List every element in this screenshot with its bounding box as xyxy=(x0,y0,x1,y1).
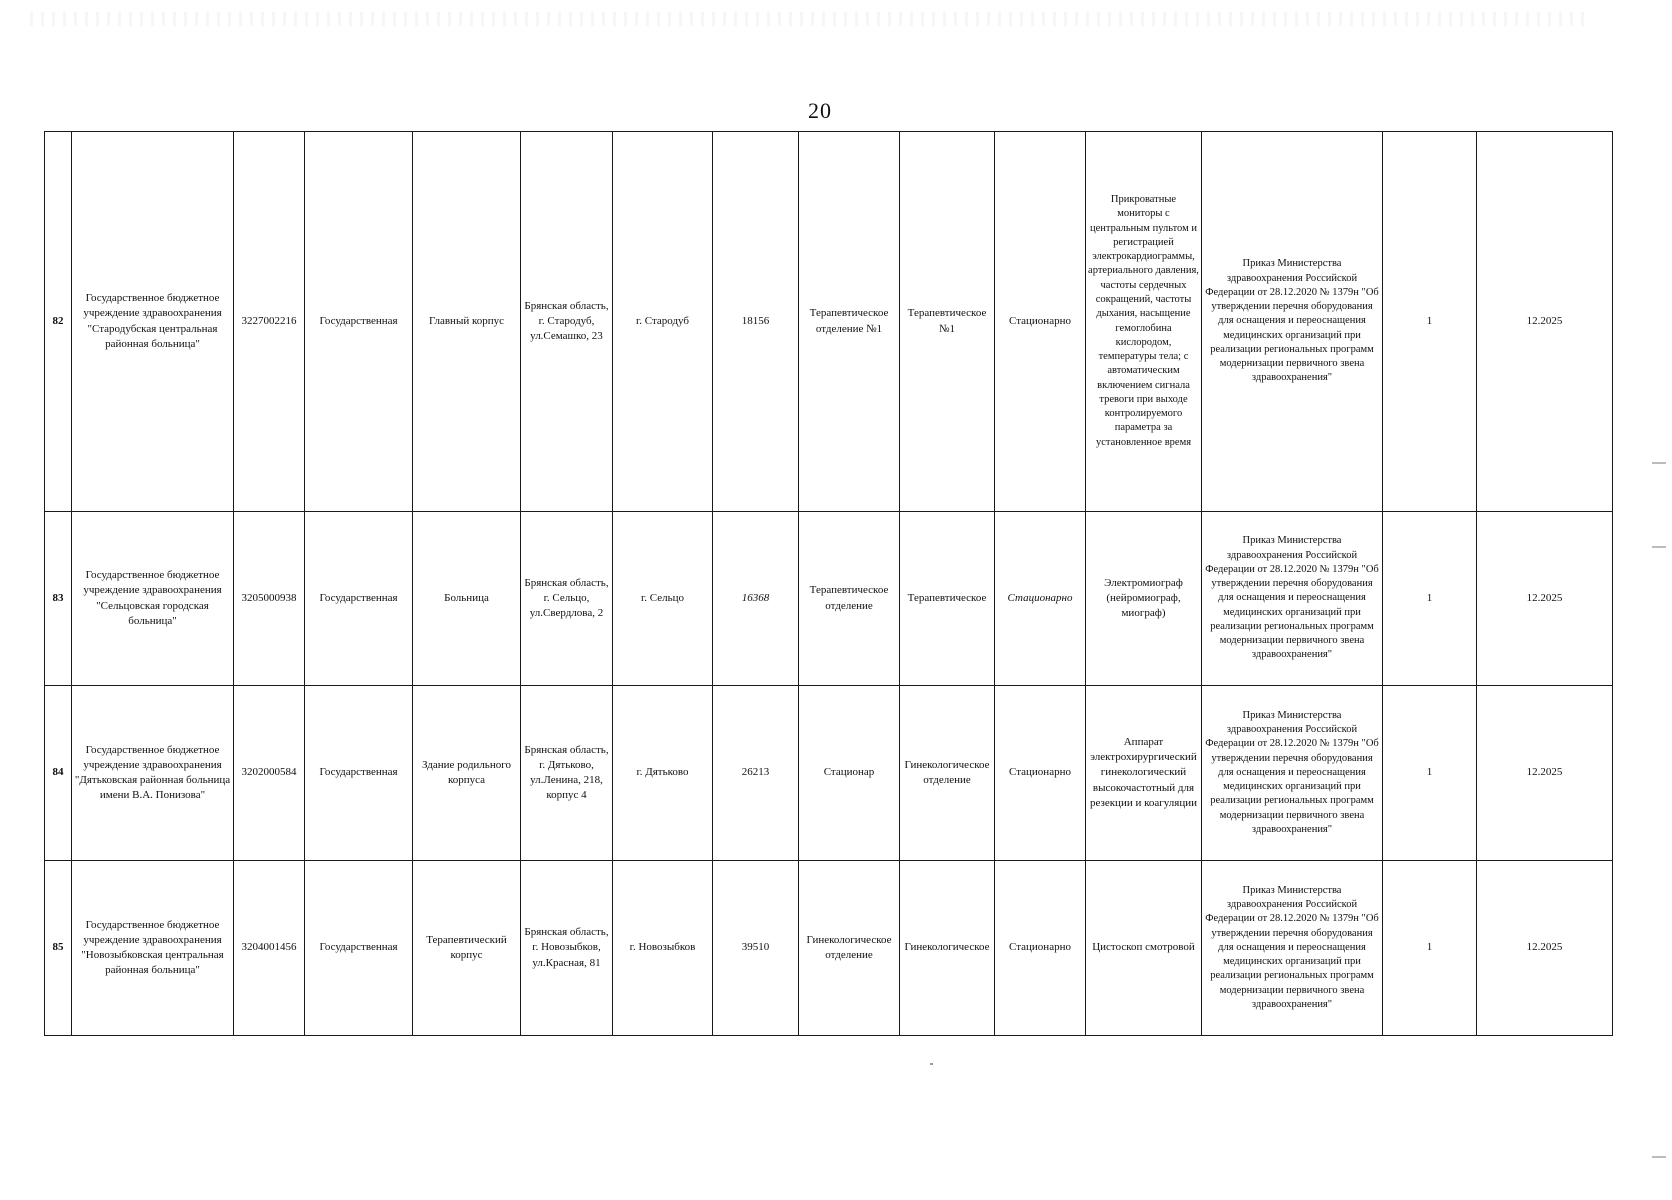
subdivision: Терапевтическое №1 xyxy=(900,132,995,512)
quantity: 1 xyxy=(1383,861,1477,1036)
institution-name: Государственное бюджетное учреждение здравоохранения "Сельцовская городская больница" xyxy=(72,512,234,686)
deadline: 12.2025 xyxy=(1477,132,1613,512)
address: Брянская область, г. Сельцо, ул.Свердлова, 2 xyxy=(521,512,613,686)
settlement: г. Новозыбков xyxy=(613,861,713,1036)
legal-basis: Приказ Министерства здравоохранения Российской Федерации от 28.12.2020 № 1379н "Об утверждении перечня оборудования для оснащения и переоснащения медицинских организаций при реализации региональных программ модернизации первичного звена здравоохранения" xyxy=(1202,686,1383,861)
care-form: Стационарно xyxy=(995,686,1086,861)
equipment-name: Аппарат электрохирургический гинекологический высокочастотный для резекции и коагуляции xyxy=(1086,686,1202,861)
settlement-number: 16368 xyxy=(713,512,799,686)
care-form: Стационарно xyxy=(995,861,1086,1036)
equipment-name: Электромиограф (нейромиограф, миограф) xyxy=(1086,512,1202,686)
page-number: 20 xyxy=(808,98,832,123)
subdivision: Гинекологическое xyxy=(900,861,995,1036)
row-number: 82 xyxy=(45,132,72,512)
deadline: 12.2025 xyxy=(1477,686,1613,861)
settlement-number: 18156 xyxy=(713,132,799,512)
department: Гинекологическое отделение xyxy=(799,861,900,1036)
address: Брянская область, г. Новозыбков, ул.Красная, 81 xyxy=(521,861,613,1036)
scan-margin-mark xyxy=(1652,546,1666,548)
subdivision: Терапевтическое xyxy=(900,512,995,686)
scan-margin-mark xyxy=(1652,462,1666,464)
deadline: 12.2025 xyxy=(1477,861,1613,1036)
table-row xyxy=(45,512,1613,686)
deadline: 12.2025 xyxy=(1477,512,1613,686)
institution-name: Государственное бюджетное учреждение здравоохранения "Стародубская центральная районная больница" xyxy=(72,132,234,512)
ownership-form: Государственная xyxy=(305,132,413,512)
building-name: Здание родильного корпуса xyxy=(413,686,521,861)
address: Брянская область, г. Дятьково, ул.Ленина, 218, корпус 4 xyxy=(521,686,613,861)
department: Стационар xyxy=(799,686,900,861)
legal-basis: Приказ Министерства здравоохранения Российской Федерации от 28.12.2020 № 1379н "Об утверждении перечня оборудования для оснащения и переоснащения медицинских организаций при реализации региональных программ модернизации первичного звена здравоохранения" xyxy=(1202,132,1383,512)
care-form: Стационарно xyxy=(995,132,1086,512)
row-number: 84 xyxy=(45,686,72,861)
settlement: г. Стародуб xyxy=(613,132,713,512)
quantity: 1 xyxy=(1383,686,1477,861)
legal-basis: Приказ Министерства здравоохранения Российской Федерации от 28.12.2020 № 1379н "Об утверждении перечня оборудования для оснащения и переоснащения медицинских организаций при реализации региональных программ модернизации первичного звена здравоохранения" xyxy=(1202,861,1383,1036)
scan-dot xyxy=(930,1063,933,1065)
institution-code: 3204001456 xyxy=(234,861,305,1036)
scan-noise xyxy=(30,12,1590,26)
building-name: Терапевтический корпус xyxy=(413,861,521,1036)
row-number: 85 xyxy=(45,861,72,1036)
ownership-form: Государственная xyxy=(305,686,413,861)
legal-basis: Приказ Министерства здравоохранения Российской Федерации от 28.12.2020 № 1379н "Об утверждении перечня оборудования для оснащения и переоснащения медицинских организаций при реализации региональных программ модернизации первичного звена здравоохранения" xyxy=(1202,512,1383,686)
address: Брянская область, г. Стародуб, ул.Семашко, 23 xyxy=(521,132,613,512)
department: Терапевтическое отделение xyxy=(799,512,900,686)
department: Терапевтическое отделение №1 xyxy=(799,132,900,512)
institution-code: 3202000584 xyxy=(234,686,305,861)
quantity: 1 xyxy=(1383,512,1477,686)
institution-name: Государственное бюджетное учреждение здравоохранения "Новозыбковская центральная районная больница" xyxy=(72,861,234,1036)
equipment-name: Цистоскоп смотровой xyxy=(1086,861,1202,1036)
settlement: г. Дятьково xyxy=(613,686,713,861)
table-row xyxy=(45,686,1613,861)
table-row xyxy=(45,132,1613,512)
ownership-form: Государственная xyxy=(305,861,413,1036)
building-name: Больница xyxy=(413,512,521,686)
institution-code: 3227002216 xyxy=(234,132,305,512)
table-row xyxy=(45,861,1613,1036)
institution-code: 3205000938 xyxy=(234,512,305,686)
settlement-number: 39510 xyxy=(713,861,799,1036)
care-form: Стационарно xyxy=(995,512,1086,686)
settlement: г. Сельцо xyxy=(613,512,713,686)
settlement-number: 26213 xyxy=(713,686,799,861)
building-name: Главный корпус xyxy=(413,132,521,512)
institution-name: Государственное бюджетное учреждение здравоохранения "Дятьковская районная больница имени В.А. Понизова" xyxy=(72,686,234,861)
subdivision: Гинекологическое отделение xyxy=(900,686,995,861)
equipment-name: Прикроватные мониторы с центральным пультом и регистрацией электрокардиограммы, артериального давления, частоты сердечных сокращений, частоты дыхания, насыщение гемоглобина кислородом, температуры тела; с автоматическим включением сигнала тревоги при выходе контролируемого параметра за установленное время xyxy=(1086,132,1202,512)
quantity: 1 xyxy=(1383,132,1477,512)
scan-margin-mark xyxy=(1652,1156,1666,1158)
equipment-table xyxy=(44,131,1613,1036)
row-number: 83 xyxy=(45,512,72,686)
ownership-form: Государственная xyxy=(305,512,413,686)
